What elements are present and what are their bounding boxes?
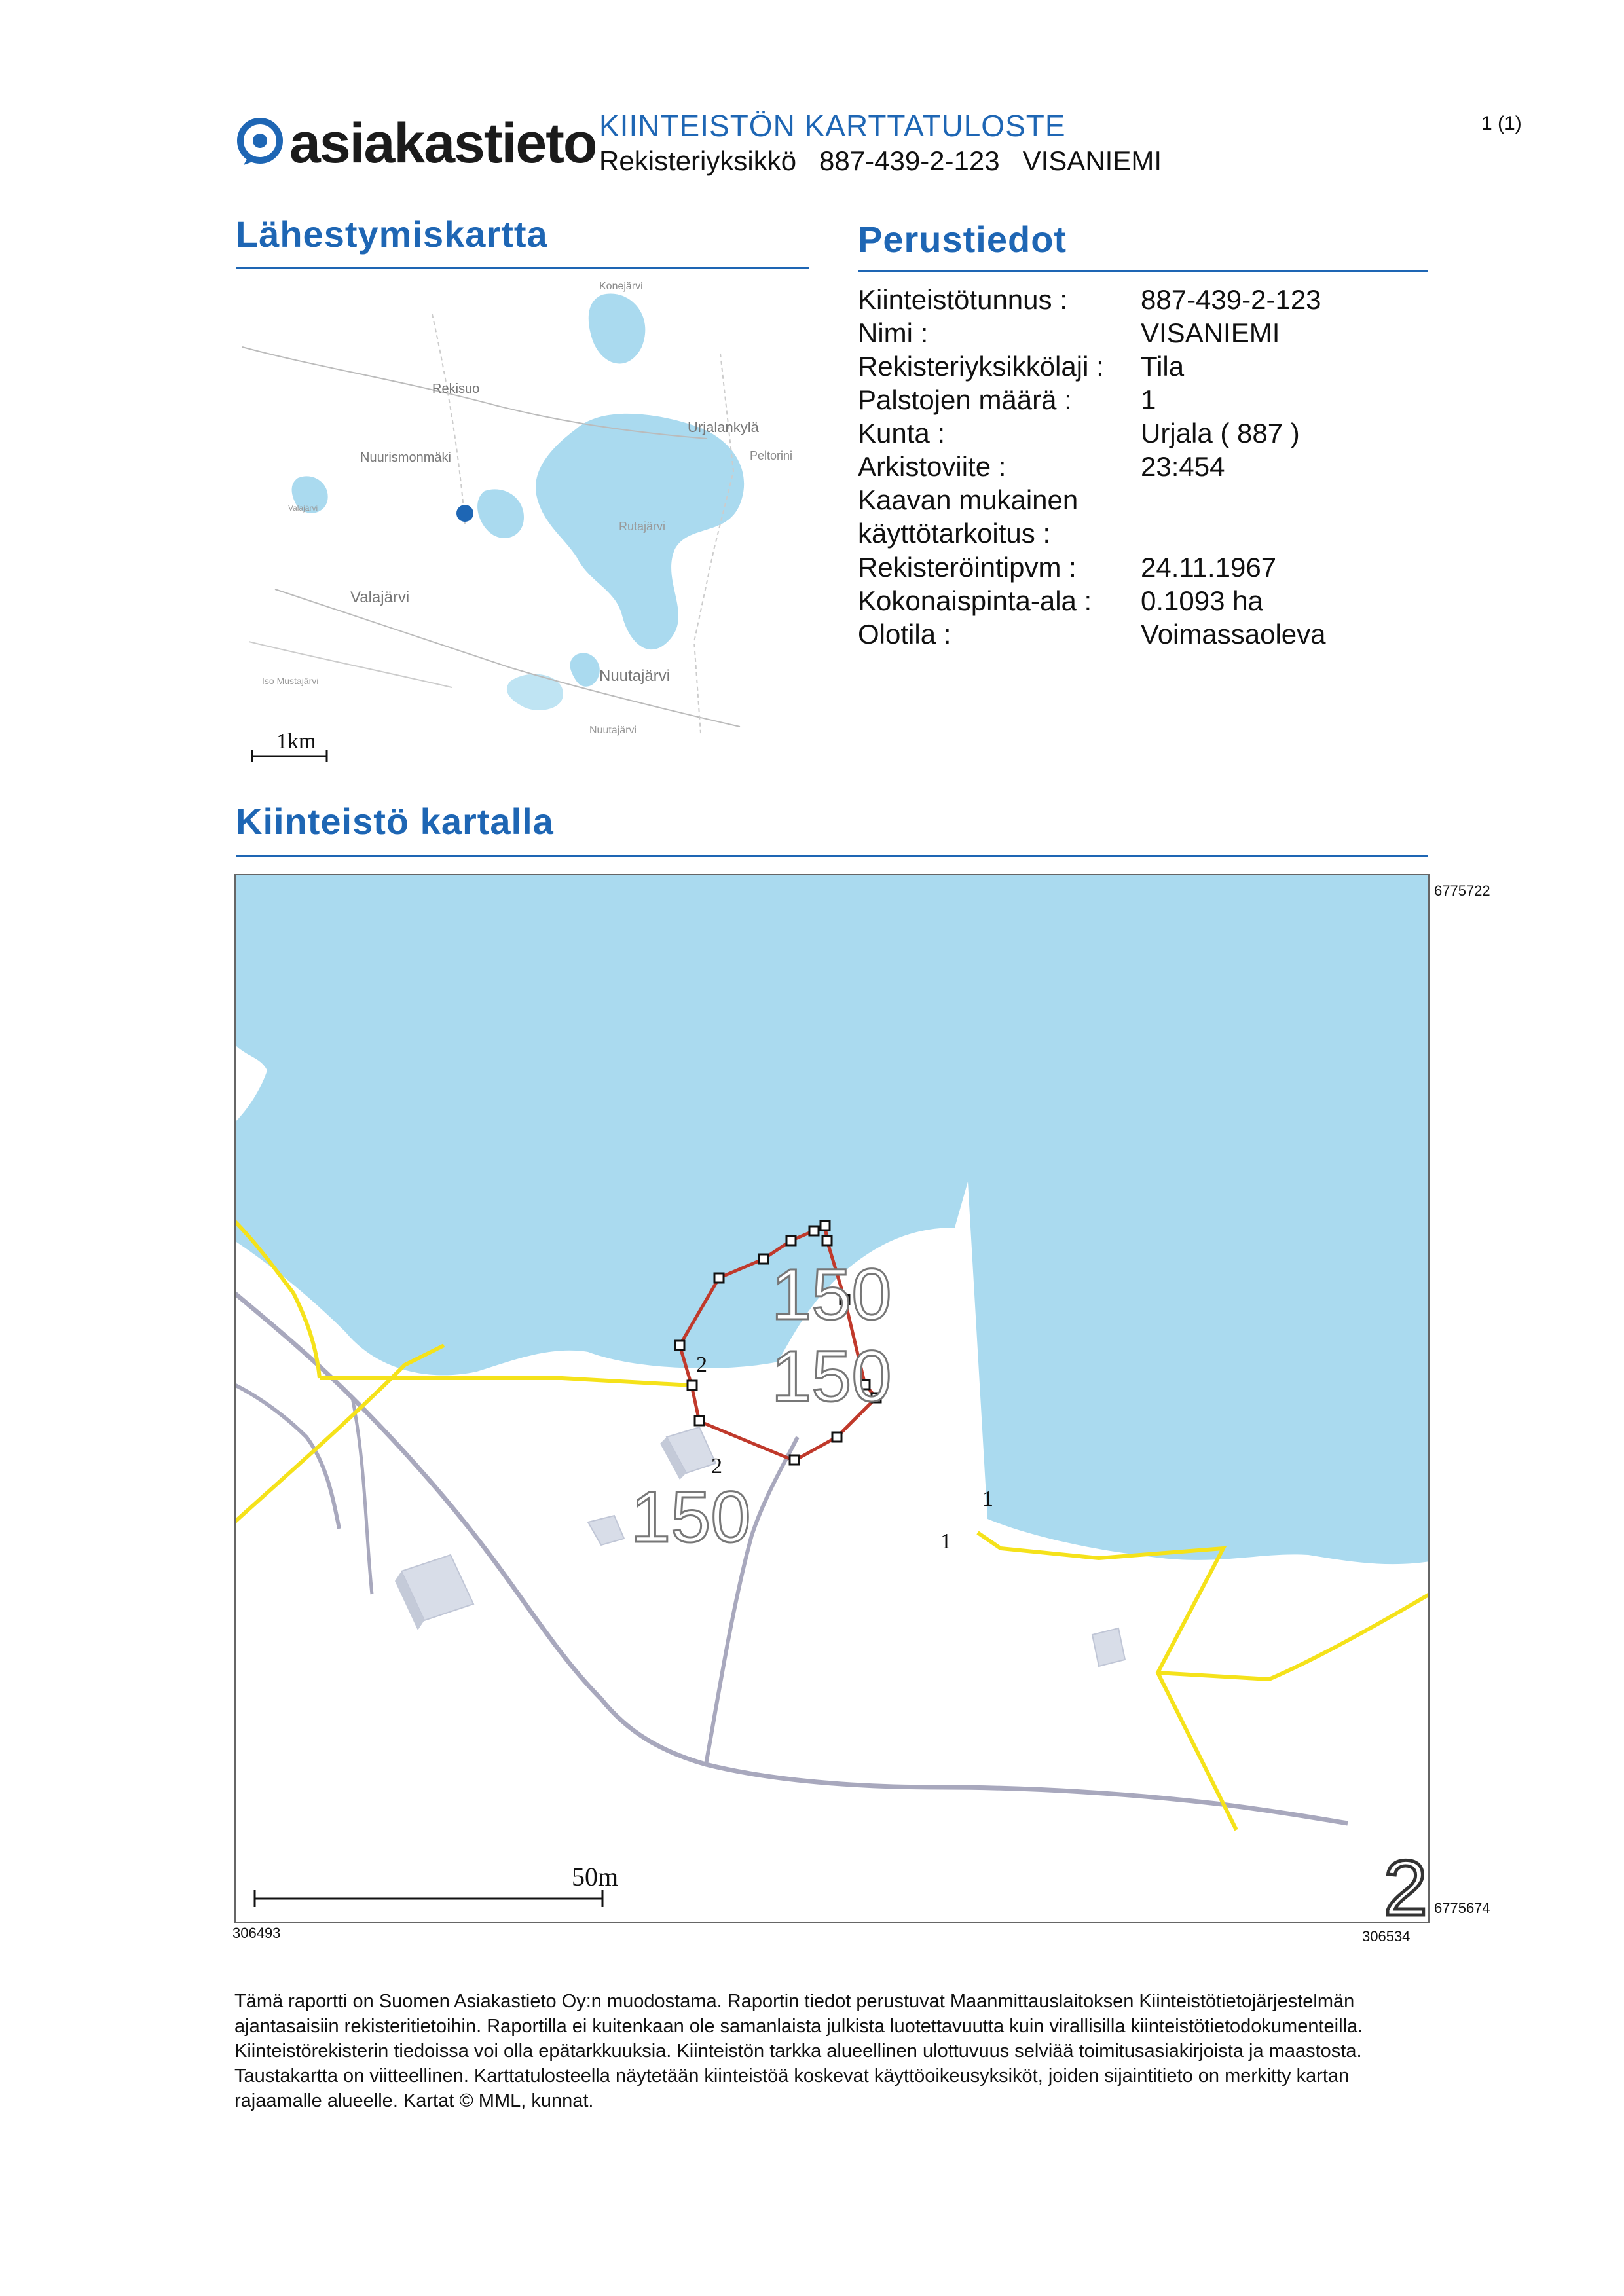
- basic-info-heading-rule: [858, 270, 1428, 272]
- info-label: Kunta :: [858, 418, 946, 448]
- info-label: Rekisteriyksikkölaji :: [858, 351, 1104, 382]
- info-label: Kokonaispinta-ala :: [858, 585, 1092, 616]
- parcel-label: 150: [771, 1336, 892, 1417]
- boundary-mark: 2: [711, 1454, 722, 1478]
- place-name: Valajärvi: [288, 503, 318, 513]
- info-label: Kaavan mukainen: [858, 484, 1079, 515]
- place-name: Urjalankylä: [688, 419, 759, 435]
- info-label: Nimi :: [858, 318, 929, 348]
- info-value: Voimassaoleva: [1141, 619, 1326, 649]
- info-value: Urjala ( 887 ): [1141, 418, 1300, 448]
- document-subtitle: Rekisteriyksikkö 887-439-2-123 VISANIEMI: [599, 145, 1162, 176]
- boundary-mark: 1: [982, 1487, 993, 1511]
- place-name: Iso Mustajärvi: [262, 676, 319, 686]
- info-value: 24.11.1967: [1141, 552, 1277, 583]
- info-value: 0.1093 ha: [1141, 585, 1263, 616]
- parcel-label: 150: [771, 1254, 892, 1335]
- place-name: Valajärvi: [350, 589, 410, 606]
- document-title: KIINTEISTÖN KARTTATULOSTE: [599, 109, 1066, 143]
- property-map-heading: Kiinteistö kartalla: [236, 801, 554, 842]
- boundary-mark: 2: [696, 1353, 707, 1377]
- logo-text: asiakastieto: [289, 112, 597, 175]
- property-map: [234, 874, 1430, 1923]
- overview-map: [236, 275, 805, 779]
- info-label: Olotila :: [858, 619, 951, 649]
- disclaimer-text: Tämä raportti on Suomen Asiakastieto Oy:n muodostama. Raportin tiedot perustuvat Maanmittauslaitoksen Kiinteistötietojärjestelmän ajantasaisiin rekisteritietoihin. Raportilla ei kuitenkaan ole samanlaista julkista luotettavuutta kuin virallisilla kiinteistötietodokumenteilla. Kiinteistörekisterin tiedoissa voi olla epätarkkuuksia. Kiinteistön tarkka alueellinen ulottuvuus selviää toimitusasiakirjoista ja maastosta. Taustakartta on viitteellinen. Karttatulosteella näytetään kiinteistöä koskevat käyttöoikeusyksiköt, joiden sijaintitieto on merkitty kartan rajaamalle alueelle. Kartat © MML, kunnat.: [234, 1991, 1363, 2111]
- property-map-heading-rule: [236, 855, 1428, 857]
- place-name: Nuutajärvi: [589, 725, 637, 736]
- place-name: Nuurismonmäki: [360, 450, 451, 465]
- map-scale-label: 50m: [572, 1862, 619, 1891]
- overview-scale-label: 1km: [276, 729, 316, 754]
- basic-info-heading: Perustiedot: [858, 219, 1067, 260]
- coord-bottom-left-x: 306493: [232, 1925, 281, 1941]
- overview-heading-rule: [236, 267, 809, 269]
- place-name: Rekisuo: [432, 382, 480, 396]
- info-value: 887-439-2-123: [1141, 284, 1321, 315]
- overview-map-heading: Lähestymiskartta: [236, 213, 548, 255]
- place-name: Konejärvi: [599, 281, 643, 292]
- coord-bottom-right-x: 306534: [1362, 1928, 1411, 1944]
- info-label: käyttötarkoitus :: [858, 518, 1051, 549]
- place-name: Peltorini: [750, 449, 793, 462]
- info-value: 23:454: [1141, 451, 1225, 482]
- parcel-label: 150: [631, 1477, 751, 1558]
- place-name: Rutajärvi: [619, 520, 666, 533]
- asiakastieto-logo-icon: [236, 118, 284, 166]
- building: [1092, 1628, 1125, 1666]
- boundary-mark: 1: [940, 1529, 951, 1554]
- info-label: Arkistoviite :: [858, 451, 1006, 482]
- info-label: Kiinteistötunnus :: [858, 284, 1067, 315]
- info-label: Rekisteröintipvm :: [858, 552, 1077, 583]
- page-number: 1 (1): [1481, 113, 1522, 134]
- info-value: VISANIEMI: [1141, 318, 1280, 348]
- place-name: Nuutajärvi: [599, 667, 671, 685]
- coord-top-right: 6775722: [1434, 883, 1490, 899]
- info-label: Palstojen määrä :: [858, 384, 1072, 415]
- coord-bottom-right-y: 6775674: [1434, 1900, 1490, 1916]
- info-value: Tila: [1141, 351, 1185, 382]
- info-value: 1: [1141, 384, 1156, 415]
- sheet-number: 2: [1384, 1844, 1428, 1923]
